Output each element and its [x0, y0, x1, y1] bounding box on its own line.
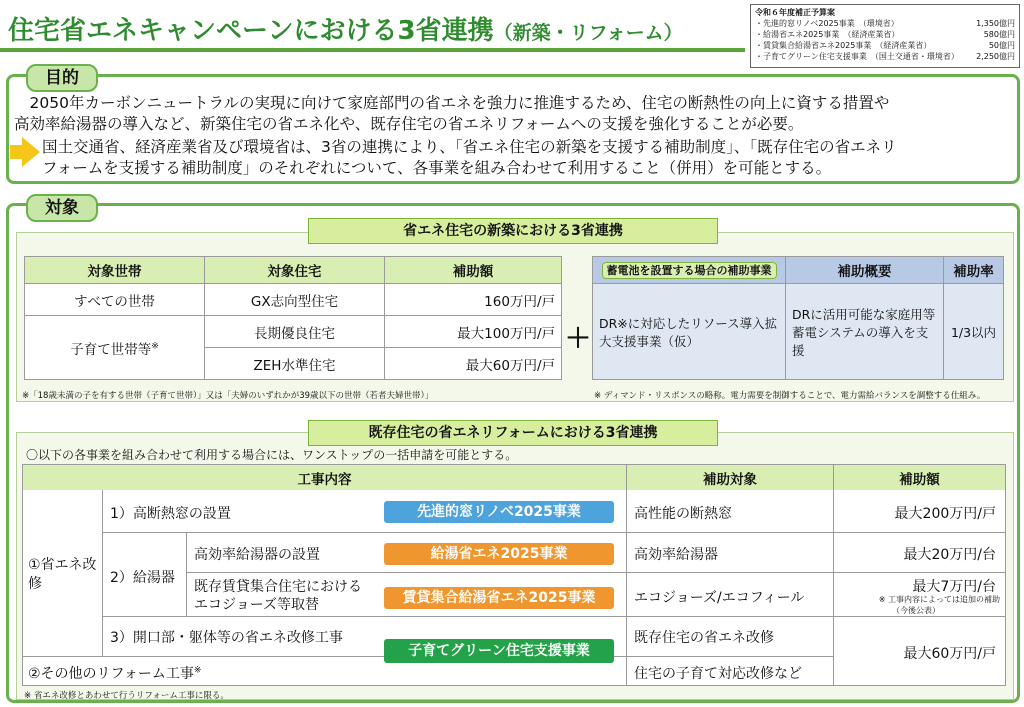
col-header: 対象住宅 — [205, 257, 385, 284]
title-underline — [0, 48, 745, 52]
reform-table — [22, 464, 1006, 491]
item-opening: 3）開口部・躯体等の省エネ改修工事 — [110, 630, 343, 646]
pill-rental-water: 賃貸集合給湯省エネ2025事業 — [384, 587, 614, 609]
purpose-line-1: 2050年カーボンニュートラルの実現に向けて家庭部門の省エネを強力に推進するため、住宅の断熱性の向上に資する措置や — [14, 94, 890, 112]
battery-row: DR※に対応したリソース導入拡大支援事業（仮） DRに活用可能な家庭用等蓄電システムの導入を支援 1/3以内 — [593, 284, 1004, 380]
purpose-line-2: 高効率給湯器の導入など、新築住宅の省エネ化や、既存住宅の省エネリフォームへの支援を強化することが必要。 — [14, 115, 804, 133]
reform-footnote: ※ 省エネ改修とあわせて行うリフォーム工事に限る。 — [24, 691, 229, 701]
pill-green-housing: 子育てグリーン住宅支援事業 — [384, 639, 614, 663]
divider — [102, 616, 1006, 617]
new-build-banner: 省エネ住宅の新築における3省連携 — [308, 218, 718, 244]
divider — [186, 572, 1006, 573]
group-energy-retrofit: ①省エネ改修 — [28, 557, 97, 592]
amount-window: 最大200万円/戸 — [894, 506, 996, 522]
title-main: 住宅省エネキャンペーンにおける3省連携 — [8, 16, 494, 46]
arrow-stem — [10, 145, 22, 159]
amount-ecojoze-note: ※ 工事内容によっては追加の補助 — [878, 595, 1000, 604]
arrow-right-icon — [22, 137, 40, 167]
budget-row: ・賃貸集合給湯省エネ2025事業 （経済産業省） 50億円 — [755, 41, 1015, 50]
amount-ecojoze: 最大7万円/台 — [912, 579, 996, 595]
col-header: 補助額 — [834, 465, 1006, 491]
target-other: 住宅の子育て対応改修など — [634, 666, 802, 682]
table-row: すべての世帯 GX志向型住宅 160万円/戸 — [25, 284, 562, 316]
divider — [102, 490, 103, 656]
group-other-reform: ②その他のリフォーム工事※ — [28, 665, 202, 682]
target-water: 高効率給湯器 — [634, 547, 718, 563]
new-build-note-right: ※ ディマンド・リスポンスの略称。電力需要を制御することで、電力需給バランスを調整する仕組み。 — [594, 391, 986, 401]
title-sub: （新築・リフォーム） — [493, 22, 683, 44]
plus-sign: ＋ — [565, 324, 592, 354]
target-ecojoze: エコジョーズ/エコフィール — [634, 590, 805, 606]
item-water-heater: 2）給湯器 — [110, 570, 175, 586]
item-window: 1）高断熱窓の設置 — [110, 506, 231, 522]
purpose-line-3: 国土交通省、経済産業省及び環境省は、3省の連携により、「省エネ住宅の新築を支援する補助制度」、「既存住宅の省エネリ — [42, 138, 897, 156]
new-build-note-left: ※「18歳未満の子を有する世帯（子育て世帯）」又は「夫婦のいずれかが39歳以下の世帯（若者夫婦世帯）」 — [22, 391, 434, 401]
table-row: ZEH水準住宅 最大60万円/戸 — [25, 348, 562, 380]
pill-window-renovation: 先進的窓リノベ2025事業 — [384, 501, 614, 523]
target-label: 対象 — [26, 194, 98, 222]
target-opening: 既存住宅の省エネ改修 — [634, 630, 774, 646]
purpose-label: 目的 — [26, 64, 98, 92]
amount-green: 最大60万円/戸 — [903, 646, 996, 662]
budget-row: ・子育てグリーン住宅支援事業 （国土交通省・環境省） 2,250億円 — [755, 52, 1015, 61]
budget-box — [750, 4, 1020, 68]
reform-banner: 既存住宅の省エネリフォームにおける3省連携 — [308, 420, 718, 446]
page-title — [8, 10, 683, 47]
amount-water: 最大20万円/台 — [903, 547, 996, 563]
table-row: 子育て世帯等※ 長期優良住宅 最大100万円/戸 — [25, 316, 562, 348]
item-water-heater-a: 高効率給湯器の設置 — [194, 547, 320, 563]
budget-row: ・給湯省エネ2025事業 （経済産業省） 580億円 — [755, 30, 1015, 39]
col-header: 対象世帯 — [25, 257, 205, 284]
battery-table: 蓄電池を設置する場合の補助事業 補助概要 補助率 DR※に対応したリソース導入拡大支援事業（仮） DRに活用可能な家庭用等蓄電システムの導入を支援 1/3以内 — [592, 256, 1004, 380]
purpose-line-4: フォームを支援する補助制度」のそれぞれについて、各事業を組み合わせて利用すること（併用）を可能とする。 — [42, 159, 832, 177]
amount-ecojoze-note2: （今後公表） — [892, 606, 940, 615]
budget-title: 令和６年度補正予算案 — [755, 8, 835, 17]
divider — [833, 490, 834, 686]
target-window: 高性能の断熱窓 — [634, 506, 732, 522]
divider — [186, 532, 187, 616]
item-water-heater-b: 既存賃貸集合住宅における エコジョーズ等取替 — [194, 579, 362, 613]
reform-intro: 〇以下の各事業を組み合わせて利用する場合には、ワンストップの一括申請を可能とする。 — [26, 448, 518, 462]
budget-row: ・先進的窓リノベ2025事業 （環境省） 1,350億円 — [755, 19, 1015, 28]
divider — [102, 532, 1006, 533]
divider — [626, 656, 833, 657]
col-header: 補助額 — [385, 257, 562, 284]
battery-header-pill: 蓄電池を設置する場合の補助事業 — [602, 262, 777, 279]
col-header: 工事内容 — [23, 465, 627, 491]
pill-water-heater: 給湯省エネ2025事業 — [384, 543, 614, 565]
col-header: 補助対象 — [627, 465, 834, 491]
new-build-table — [24, 256, 562, 380]
